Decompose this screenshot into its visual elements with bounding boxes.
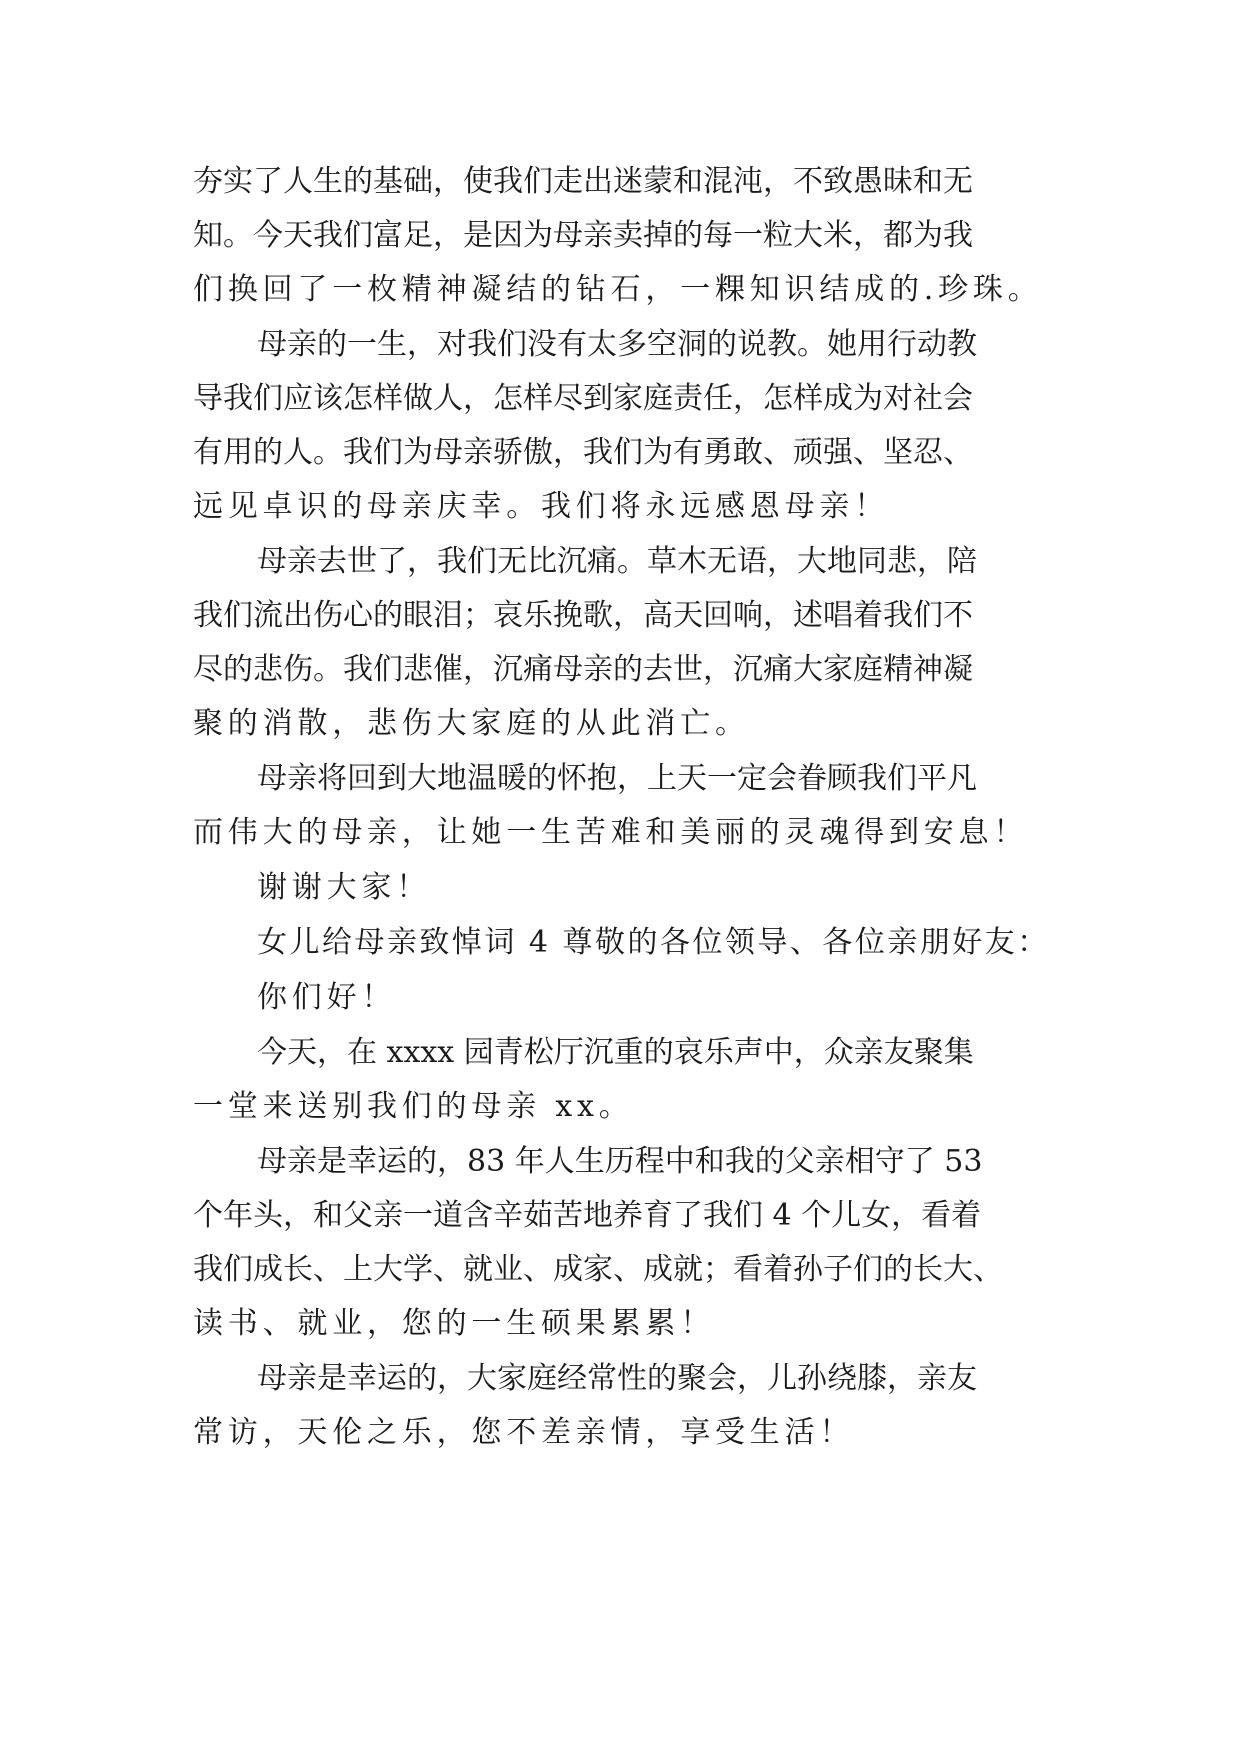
document-body xyxy=(193,160,1055,1455)
text-line: 夯实了人生的基础，使我们走出迷蒙和混沌，不致愚昧和无 xyxy=(193,164,973,199)
text-line: 母亲去世了，我们无比沉痛。草木无语，大地同悲，陪 xyxy=(257,544,977,579)
text-line: 远见卓识的母亲庆幸。我们将永远感恩母亲！ xyxy=(193,489,889,524)
paragraph xyxy=(193,1357,1055,1455)
text-line: 聚的消散，悲伤大家庭的从此消亡。 xyxy=(193,706,750,741)
text-line: 个年头，和父亲一道含辛茹苦地养育了我们 4 个儿女，看着 xyxy=(193,1198,982,1233)
paragraph xyxy=(193,1140,1055,1346)
text-line: 母亲将回到大地温暖的怀抱，上天一定会眷顾我们平凡 xyxy=(257,761,977,796)
text-line: 谢谢大家！ xyxy=(257,870,431,905)
text-line: 知。今天我们富足，是因为母亲卖掉的每一粒大米，都为我 xyxy=(193,218,973,253)
text-line: 女儿给母亲致悼词 4 尊敬的各位领导、各位亲朋好友： xyxy=(257,925,1050,960)
text-line: 你们好！ xyxy=(257,980,397,1015)
text-line: 我们成长、上大学、就业、成家、成就；看着孙子们的长大、 xyxy=(193,1252,1003,1287)
text-line: 常访，天伦之乐，您不差亲情，享受生活！ xyxy=(193,1415,855,1450)
text-line: 导我们应该怎样做人，怎样尽到家庭责任，怎样成为对社会 xyxy=(193,381,973,416)
text-line: 读书、就业，您的一生硕果累累！ xyxy=(193,1306,715,1341)
text-line: 们换回了一枚精神凝结的钻石，一粿知识结成的.珍珠。 xyxy=(193,272,1043,307)
paragraph xyxy=(193,1031,1055,1129)
text-line: 我们流出伤心的眼泪；哀乐挽歌，高天回响，述唱着我们不 xyxy=(193,598,973,633)
text-line: 母亲的一生，对我们没有太多空洞的说教。她用行动教 xyxy=(257,327,977,362)
text-line: 母亲是幸运的，大家庭经常性的聚会，儿孙绕膝，亲友 xyxy=(257,1361,977,1396)
paragraph xyxy=(193,540,1055,746)
paragraph xyxy=(193,976,1055,1020)
paragraph xyxy=(193,160,1055,312)
paragraph xyxy=(193,757,1055,855)
paragraph xyxy=(193,323,1055,529)
text-line: 母亲是幸运的，83 年人生历程中和我的父亲相守了 53 xyxy=(257,1144,983,1179)
paragraph xyxy=(193,866,1055,910)
text-line: 而伟大的母亲，让她一生苦难和美丽的灵魂得到安息！ xyxy=(193,815,1029,850)
text-line: 尽的悲伤。我们悲催，沉痛母亲的去世，沉痛大家庭精神凝 xyxy=(193,652,973,687)
paragraph xyxy=(193,921,1055,965)
text-line: 有用的人。我们为母亲骄傲，我们为有勇敢、顽强、坚忍、 xyxy=(193,435,973,470)
text-line: 今天，在 xxxx 园青松厅沉重的哀乐声中，众亲友聚集 xyxy=(257,1035,974,1070)
text-line: 一堂来送别我们的母亲 xx。 xyxy=(193,1089,634,1124)
